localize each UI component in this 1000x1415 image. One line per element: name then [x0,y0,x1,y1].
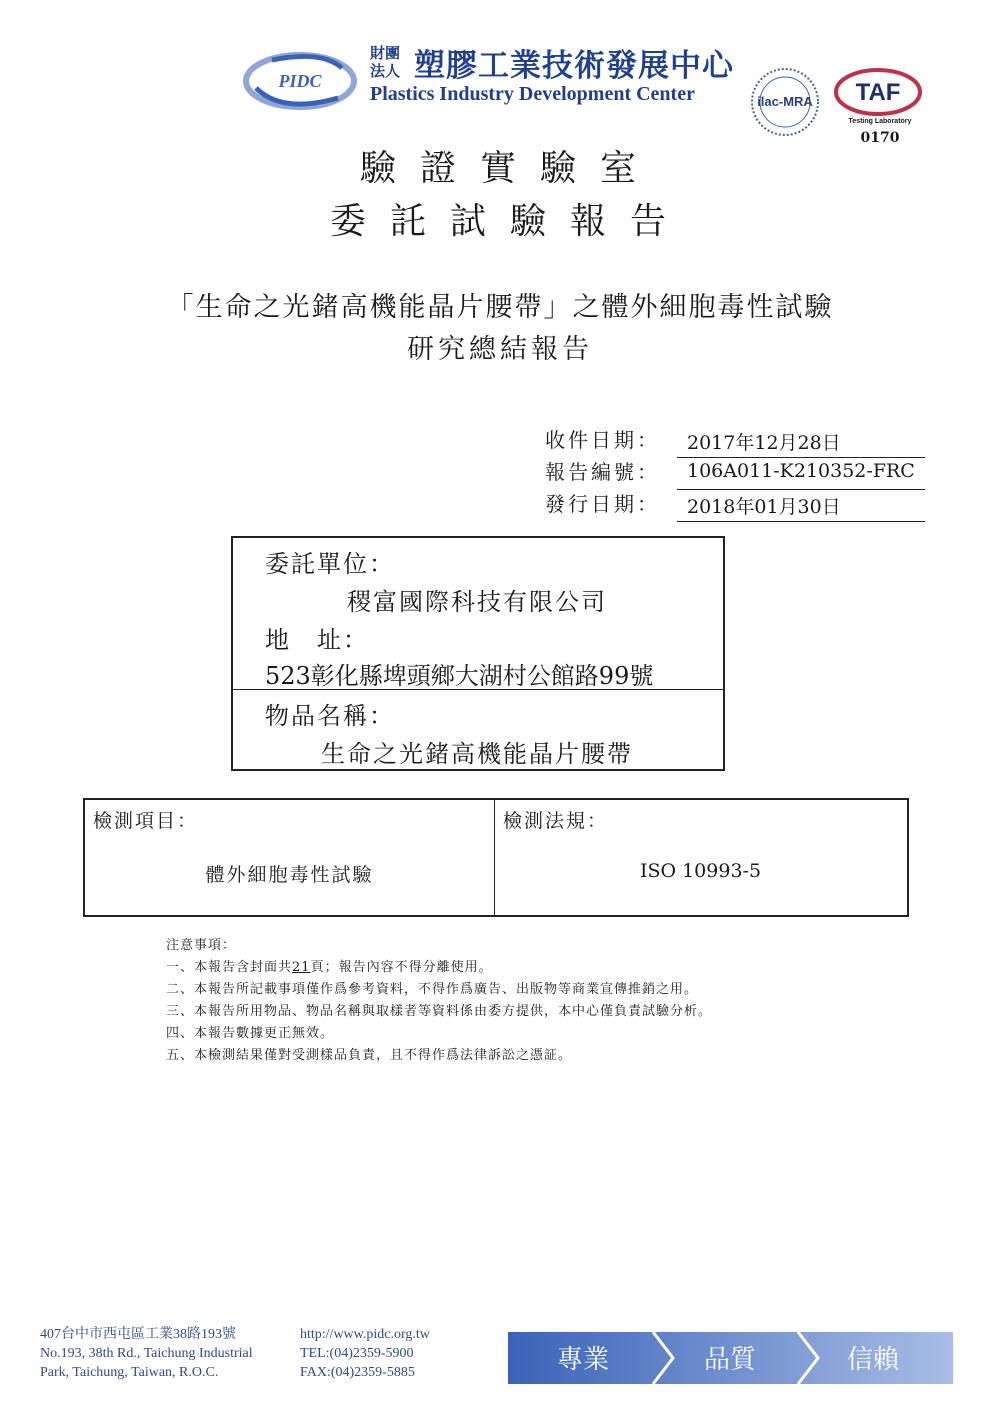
footer-contact [300,1325,430,1382]
report-title-line2: 研究總結報告 [407,334,593,365]
test-item-label: 檢測項目： [93,810,199,832]
note-1-prefix: 一、本報告含封面共 [166,960,293,975]
client-unit-label: 委託單位： [265,550,395,578]
meta-issue [545,488,925,520]
footer-tel: TEL:(04)2359-5900 [300,1346,414,1361]
taf-logo [832,64,924,122]
footer-address [40,1325,253,1382]
taf-text: TAF [855,79,901,106]
footer-website: http://www.pidc.org.tw [300,1327,430,1342]
ilac-text: ilac-MRA [757,94,813,109]
note-1 [166,957,712,979]
report-no-value: 106A011-K210352-FRC [677,460,925,490]
org-prefix-line2: 法人 [370,62,401,80]
footer-banner [508,1332,953,1384]
received-value: 2017年12月28日 [677,428,925,458]
notes-section [166,935,712,1067]
footer-fax: FAX:(04)2359-5885 [300,1365,415,1380]
client-box-divider [233,689,723,690]
note-1-suffix: 頁；報告內容不得分離使用。 [310,960,493,975]
footer-address-zh: 407台中市西屯區工業38路193號 [40,1327,236,1342]
taf-number: 0170 [860,130,900,146]
issue-value: 2018年01月30日 [677,492,925,522]
logo-text: PIDC [278,71,322,91]
report-title-line1: 「生命之光鍺高機能晶片腰帶」之體外細胞毒性試驗 [166,292,834,323]
item-name-value: 生命之光鍺高機能晶片腰帶 [321,740,633,768]
note-2: 二、本報告所記載事項僅作爲參考資料，不得作爲廣告、出版物等商業宣傳推銷之用。 [166,982,699,997]
note-4: 四、本報告數據更正無效。 [166,1026,335,1041]
banner-word-1: 專業 [556,1345,610,1375]
org-name-en: Plastics Industry Development Center [370,83,695,105]
note-5: 五、本檢測結果僅對受測樣品負責，且不得作爲法律訴訟之憑証。 [166,1048,573,1063]
client-address-value: 523彰化縣埤頭鄉大湖村公館路99號 [265,662,654,690]
issue-label: 發行日期： [545,492,660,516]
report-no-label: 報告編號： [545,460,660,484]
meta-report-no [545,456,925,488]
report-type: 委託試驗報告 [329,201,690,242]
received-label: 收件日期： [545,428,660,452]
org-prefix-line1: 財團 [370,44,401,62]
pidc-logo [242,48,360,114]
footer-address-en2: Park, Taichung, Taiwan, R.O.C. [40,1365,219,1380]
ilac-mra-seal [746,66,824,138]
test-info-table [83,798,909,917]
banner-word-3: 信賴 [846,1345,900,1375]
item-name-label: 物品名稱： [265,702,395,730]
client-unit-value: 稷富國際科技有限公司 [347,588,607,616]
banner-word-2: 品質 [703,1345,757,1375]
test-table-divider [494,800,495,915]
test-item-value: 體外細胞毒性試驗 [205,864,374,886]
meta-received [545,424,925,456]
note-1-pages: 21 [292,960,311,975]
client-address-label: 地 址： [265,626,369,654]
org-prefix [370,44,410,80]
lab-name: 驗證實驗室 [359,148,660,189]
note-3: 三、本報告所用物品、物品名稱與取樣者等資料係由委方提供，本中心僅負責試驗分析。 [166,1004,713,1019]
footer-address-en1: No.193, 38th Rd., Taichung Industrial [40,1346,253,1361]
test-standard-value: ISO 10993-5 [639,860,762,882]
taf-caption: Testing Laboratory [848,118,912,125]
org-name-zh: 塑膠工業技術發展中心 [414,48,734,84]
client-info-box [231,536,725,771]
notes-title: 注意事項： [166,938,237,953]
test-standard-label: 檢測法規： [503,810,609,832]
